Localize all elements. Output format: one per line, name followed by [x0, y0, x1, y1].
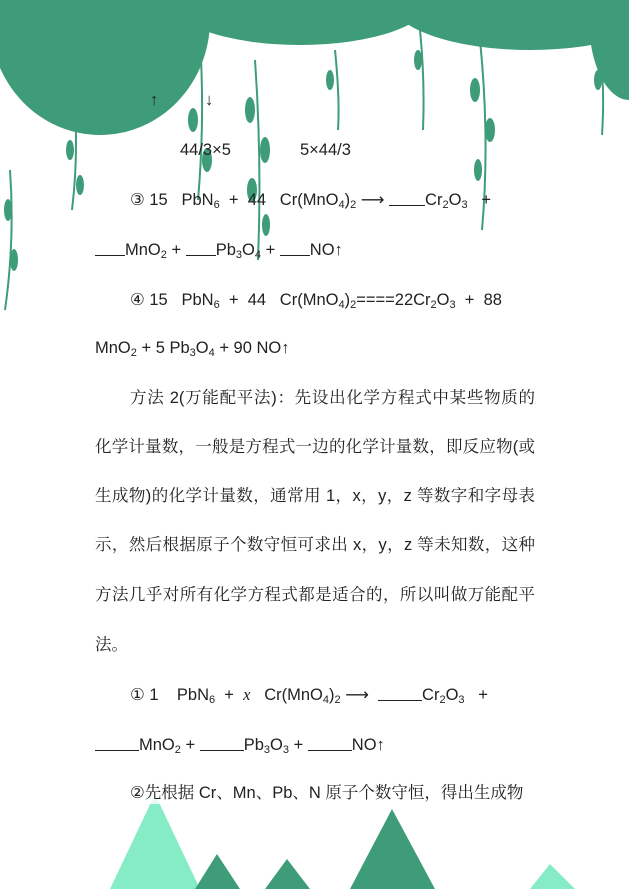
subscript: 4: [338, 299, 345, 311]
equation-text: Pb: [243, 736, 264, 754]
equation-text: Cr(MnO: [250, 686, 323, 704]
equation-text: O: [242, 241, 255, 259]
paragraph-line: 生成物)的化学计量数，通常用 1，x，y，z 等数字和字母表: [95, 487, 535, 505]
equation-text: O: [270, 736, 283, 754]
subscript: 4: [208, 347, 215, 359]
variable: x: [243, 685, 251, 704]
equation-text: +: [166, 241, 186, 259]
equation-1-line-2: [95, 734, 385, 756]
equation-text: + 90 NO↑: [214, 339, 290, 357]
answer-blank: [95, 241, 125, 256]
subscript: 4: [254, 249, 261, 261]
equation-text: NO↑: [309, 241, 343, 259]
subscript: 2: [350, 299, 357, 311]
paragraph-line: 化学计量数，一般是方程式一边的化学计量数，即反应物(或: [95, 438, 535, 456]
equation-text: ⟶: [340, 686, 379, 704]
equation-text: Pb: [215, 241, 236, 259]
answer-blank: [389, 191, 425, 206]
subscript: 3: [449, 299, 456, 311]
answer-blank: [280, 241, 310, 256]
equation-text: ① 1 PbN: [130, 686, 209, 704]
subscript: 3: [282, 744, 289, 756]
equation-text: +: [180, 736, 200, 754]
answer-blank: [186, 241, 216, 256]
step-2-text: ②先根据 Cr、Mn、Pb、N 原子个数守恒，得出生成物: [130, 784, 524, 802]
equation-4-line-2: [95, 337, 289, 359]
equation-text: O: [448, 191, 462, 209]
equation-text: Cr: [422, 686, 440, 704]
paragraph-line: 法。: [95, 636, 128, 654]
answer-blank: [378, 686, 422, 701]
equation-text: NO↑: [351, 736, 385, 754]
equation-text: +: [467, 191, 491, 209]
equation-text: +: [215, 686, 244, 704]
subscript: 4: [338, 199, 345, 211]
equation-text: MnO: [125, 241, 161, 259]
subscript: 2: [430, 299, 437, 311]
equation-text: +: [288, 736, 308, 754]
equation-text: O: [195, 339, 209, 357]
subscript: 2: [350, 199, 357, 211]
equation-text: ⟶: [356, 191, 390, 209]
equation-text: ③ 15 PbN: [130, 191, 214, 209]
subscript: 3: [189, 347, 196, 359]
equation-4-line-1: [130, 289, 502, 311]
equation-text: MnO: [95, 339, 131, 357]
subscript: 2: [439, 694, 446, 706]
subscript: 2: [442, 199, 449, 211]
answer-blank: [200, 736, 244, 751]
answer-blank: [308, 736, 352, 751]
subscript: 2: [174, 744, 181, 756]
equation-text: O: [436, 291, 450, 309]
equation-text: +: [260, 241, 280, 259]
factor-left: 44/3×5: [180, 141, 231, 159]
paragraph-line: 示，然后根据原子个数守恒可求出 x，y，z 等未知数，这种: [95, 536, 535, 554]
equation-text: ): [344, 291, 351, 309]
paragraph-line: 方法 2(万能配平法)：先设出化学方程式中某些物质的: [130, 389, 535, 407]
equation-text: + 44 Cr(MnO: [219, 291, 339, 309]
subscript: 6: [213, 199, 220, 211]
up-arrow: ↑: [150, 91, 159, 109]
equation-text: + 5 Pb: [136, 339, 190, 357]
equation-text: + 88: [455, 291, 502, 309]
equation-text: + 44 Cr(MnO: [219, 191, 339, 209]
equation-text: ====22Cr: [356, 291, 431, 309]
subscript: 2: [160, 249, 167, 261]
equation-text: ④ 15 PbN: [130, 291, 214, 309]
equation-text: Cr: [425, 191, 443, 209]
subscript: 6: [209, 694, 216, 706]
equation-text: +: [464, 686, 488, 704]
equation-3-line-1: [130, 189, 491, 211]
equation-text: MnO: [139, 736, 175, 754]
equation-1-line-1: [130, 684, 488, 706]
paragraph-line: 方法几乎对所有化学方程式都是适合的，所以叫做万能配平: [95, 586, 535, 604]
subscript: 2: [130, 347, 137, 359]
subscript: 6: [213, 299, 220, 311]
equation-text: ): [328, 686, 335, 704]
subscript: 2: [334, 694, 341, 706]
answer-blank: [95, 736, 139, 751]
factor-right: 5×44/3: [300, 141, 351, 159]
equation-text: ): [344, 191, 351, 209]
subscript: 3: [461, 199, 468, 211]
equation-text: O: [445, 686, 459, 704]
equation-3-line-2: [95, 239, 343, 261]
down-arrow: ↓: [205, 91, 214, 109]
subscript: 3: [235, 249, 243, 261]
subscript: 4: [322, 694, 329, 706]
subscript: 3: [458, 694, 465, 706]
subscript: 3: [263, 744, 271, 756]
